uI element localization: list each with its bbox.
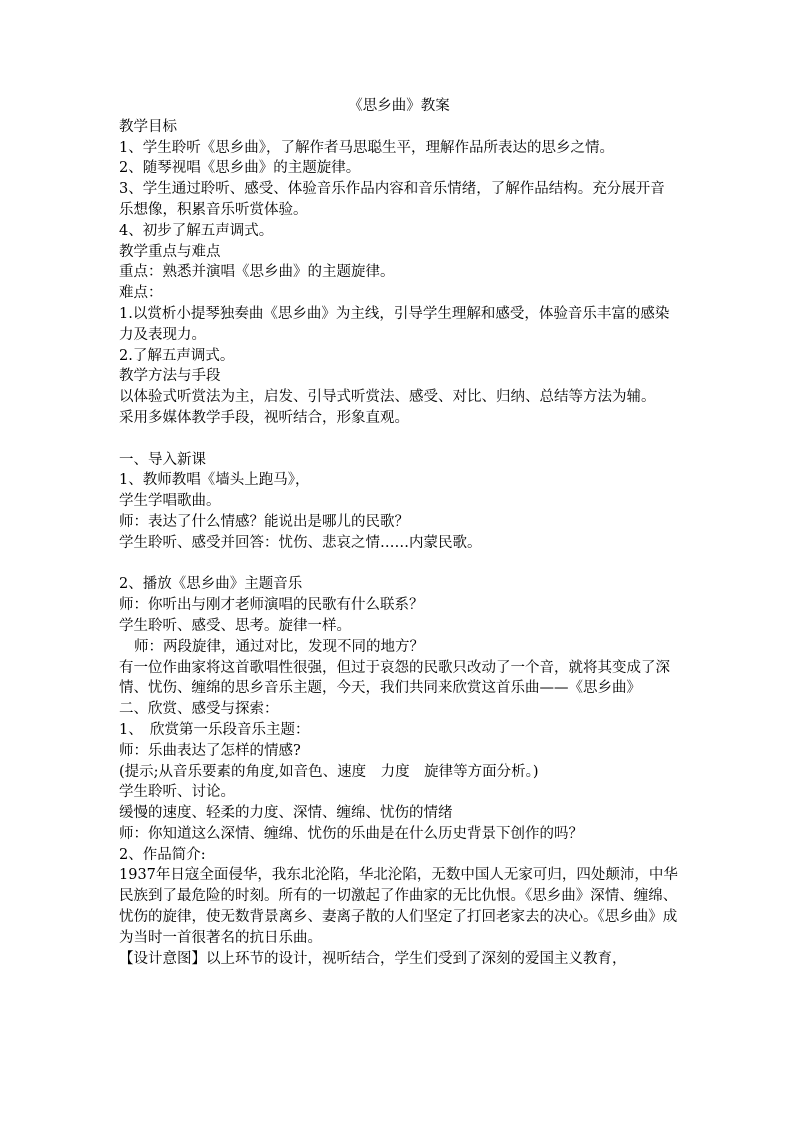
section-heading-key-points: 教学重点与难点 (119, 243, 221, 260)
appreciation-teacher-question: 师：乐曲表达了怎样的情感? (119, 742, 301, 759)
section-heading-appreciation: 二、欣赏、感受与探索： (119, 701, 279, 718)
work-intro-paragraph: 1937年日寇全面侵华，我东北沦陷，华北沦陷，无数中国人无家可归，四处颠沛，中华民族到了最危险的时刻。所有的一切激起了作曲家的无比仇恨。《思乡曲》深情、缠绵、忧伤的旋律，使无数背景离乡、妻离子散的人们坚定了打回老家去的决心。《思乡曲》成为当时一首很著名的抗日乐曲。 (119, 867, 678, 946)
key-point: 重点：熟悉并演唱《思乡曲》的主题旋律。 (119, 264, 395, 281)
objective-2: 2、随琴视唱《思乡曲》的主题旋律。 (119, 160, 361, 177)
document-page (119, 96, 679, 969)
intro-step-2-teacher-question-2: 师：两段旋律，通过对比，发现不同的地方？ (134, 638, 424, 655)
appreciation-student-action: 学生聆听、讨论。 (119, 784, 235, 801)
intro-step-1-student-answer: 学生聆听、感受并回答：忧伤、悲哀之情……内蒙民歌。 (119, 534, 482, 551)
document-title: 《思乡曲》教案 (348, 98, 450, 114)
appreciation-hint: (提示;从音乐要素的角度,如音色、速度 力度 旋律等方面分析。) (119, 763, 539, 780)
intro-step-1-teacher-question: 师：表达了什么情感？能说出是哪儿的民歌？ (119, 513, 409, 530)
section-heading-objectives: 教学目标 (119, 118, 177, 135)
appreciation-answer: 缓慢的速度、轻柔的力度、深情、缠绵、忧伤的情绪 (119, 805, 453, 822)
section-heading-methods: 教学方法与手段 (119, 368, 221, 385)
intro-step-2: 2、播放《思乡曲》主题音乐 (119, 576, 303, 593)
appreciation-step-1: 1、 欣赏第一乐段音乐主题： (119, 721, 310, 738)
intro-step-1: 1、教师教唱《墙头上跑马》， (119, 472, 310, 489)
method-1: 以体验式听赏法为主，启发、引导式听赏法、感受、对比、归纳、总结等方法为辅。 (119, 389, 656, 406)
method-2: 采用多媒体教学手段，视听结合，形象直观。 (119, 409, 409, 426)
intro-step-2-teacher-question: 师：你听出与刚才老师演唱的民歌有什么联系？ (119, 597, 424, 614)
intro-transition-paragraph: 有一位作曲家将这首歌唱性很强，但过于哀怨的民歌只改动了一个音，就将其变成了深情、忧伤、缠绵的思乡音乐主题，今天，我们共同来欣赏这首乐曲——《思乡曲》 (119, 659, 670, 697)
difficulty-1: 1.以赏析小提琴独奏曲《思乡曲》为主线，引导学生理解和感受，体验音乐丰富的感染力及表现力。 (119, 305, 670, 343)
work-intro-heading: 2、作品简介: (119, 846, 206, 863)
appreciation-teacher-question-2: 师：你知道这么深情、缠绵、忧伤的乐曲是在什么历史背景下创作的吗？ (119, 825, 583, 842)
difficulty-label: 难点： (119, 285, 163, 302)
objective-3: 3、学生通过聆听、感受、体验音乐作品内容和音乐情绪，了解作品结构。充分展开音乐想像，积累音乐听赏体验。 (119, 181, 665, 218)
difficulty-2: 2.了解五声调式。 (119, 347, 235, 364)
blank-line (119, 554, 679, 575)
design-intent: 【设计意图】以上环节的设计，视听结合，学生们受到了深刻的爱国主义教育， (119, 950, 627, 967)
objective-1: 1、学生聆听《思乡曲》，了解作者马思聪生平，理解作品所表达的思乡之情。 (119, 139, 614, 156)
section-heading-intro: 一、导入新课 (119, 451, 206, 468)
blank-line (119, 429, 679, 450)
objective-4: 4、初步了解五声调式。 (119, 222, 274, 239)
intro-step-2-student-answer: 学生聆听、感受、思考。旋律一样。 (119, 617, 351, 634)
intro-step-1-student: 学生学唱歌曲。 (119, 493, 221, 510)
